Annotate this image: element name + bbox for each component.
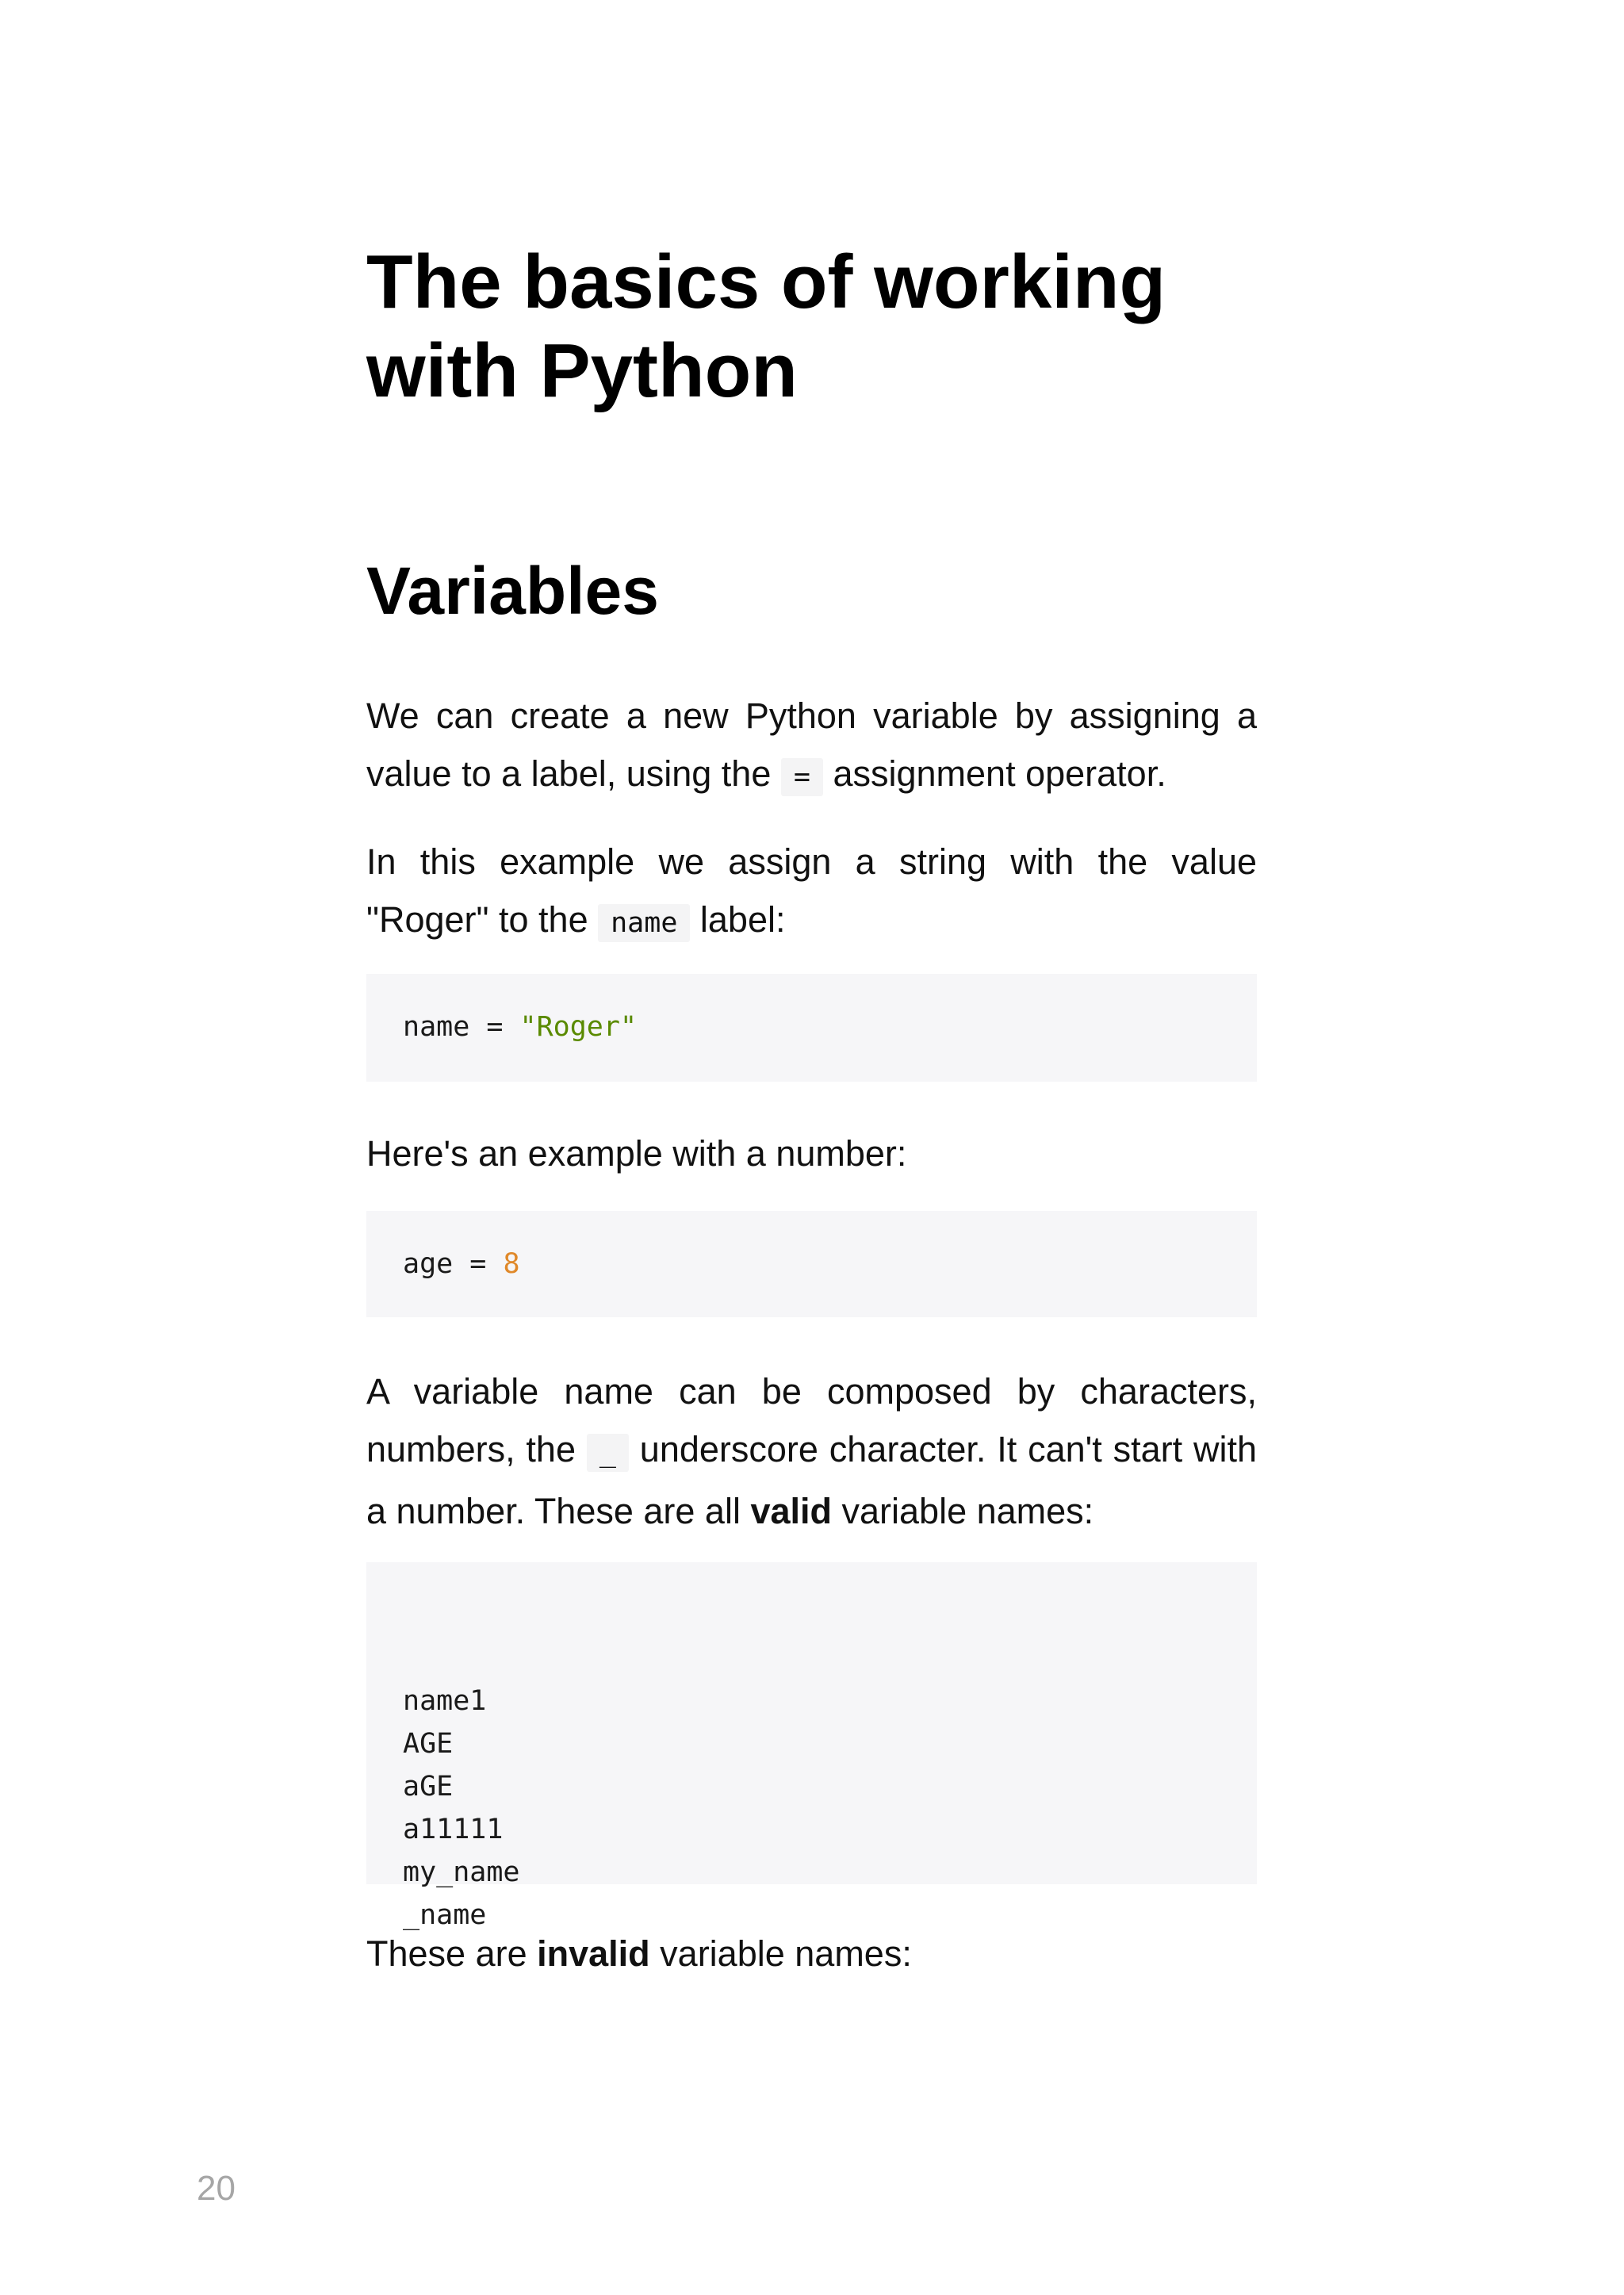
inline-code-name: name xyxy=(598,904,690,942)
code-line: my_name xyxy=(403,1856,520,1888)
code-block-string-assignment xyxy=(366,974,1257,1082)
code-block-valid-names xyxy=(366,1562,1257,1931)
chapter-title-line-1: The basics of working xyxy=(366,239,1166,324)
paragraph-text: These are xyxy=(366,1933,538,1974)
inline-code-assignment-operator: = xyxy=(781,758,823,796)
paragraph-assignment xyxy=(366,687,1257,807)
paragraph-text: label: xyxy=(690,899,786,940)
code-line: name1 xyxy=(403,1685,487,1717)
paragraph-text: We can create a new Python variable by assigning a value to a label, using the xyxy=(366,695,1257,794)
paragraph-invalid-names xyxy=(366,1925,1257,1983)
code-line: _name xyxy=(403,1899,487,1931)
code-number-token: 8 xyxy=(503,1248,520,1280)
code-text: name = xyxy=(403,1011,520,1043)
paragraph-text: A variable name can be composed by characters, numbers, the xyxy=(366,1371,1257,1469)
paragraph-text: assignment operator. xyxy=(822,753,1166,794)
code-line: AGE xyxy=(403,1728,454,1760)
code-block-number-assignment xyxy=(366,1211,1257,1317)
paragraph-text: In this example we assign a string with the value "Roger" to the xyxy=(366,841,1257,940)
chapter-title-line-2: with Python xyxy=(366,328,798,413)
emphasis-invalid: invalid xyxy=(537,1933,650,1974)
code-line: a11111 xyxy=(403,1814,504,1845)
paragraph-text: variable names: xyxy=(832,1491,1094,1531)
paragraph-number-example: Here's an example with a number: xyxy=(366,1133,907,1174)
code-text: age = xyxy=(403,1248,504,1280)
inline-code-underscore: _ xyxy=(587,1434,629,1472)
page-number: 20 xyxy=(197,2169,236,2208)
paragraph-naming-rules xyxy=(366,1362,1257,1540)
paragraph-text: underscore character. It can't start with a number. These are all xyxy=(366,1429,1257,1531)
code-string-token: "Roger" xyxy=(519,1011,638,1043)
paragraph-text: variable names: xyxy=(649,1933,912,1974)
paragraph-string-example xyxy=(366,833,1257,952)
code-line: aGE xyxy=(403,1771,454,1803)
section-heading: Variables xyxy=(366,554,659,628)
chapter-title xyxy=(366,238,1257,416)
emphasis-valid: valid xyxy=(750,1491,832,1531)
